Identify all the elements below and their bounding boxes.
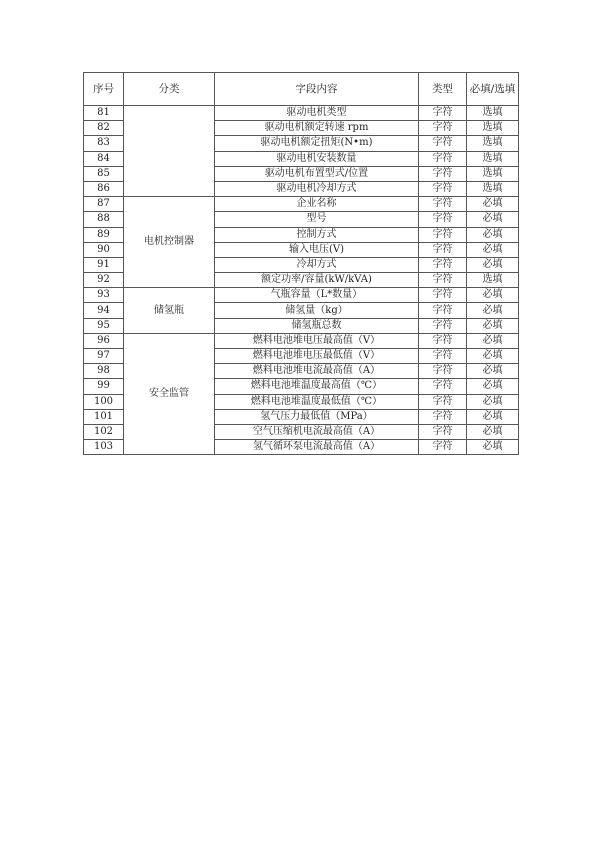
cell-required: 选填 [467,151,519,166]
cell-field: 空气压缩机电流最高值（A） [215,424,419,439]
cell-category: 安全监管 [124,333,215,455]
cell-required: 必填 [467,349,519,364]
table-row [84,288,519,303]
header-row [84,73,519,106]
header-category: 分类 [124,73,215,106]
cell-seq: 95 [84,318,124,333]
cell-field: 驱动电机布置型式/位置 [215,166,419,181]
cell-required: 必填 [467,197,519,212]
cell-type: 字符 [419,440,467,455]
table-header [84,73,519,106]
cell-field: 驱动电机安装数量 [215,151,419,166]
cell-type: 字符 [419,394,467,409]
cell-type: 字符 [419,227,467,242]
cell-type: 字符 [419,364,467,379]
cell-seq: 101 [84,409,124,424]
cell-type: 字符 [419,333,467,348]
cell-seq: 87 [84,197,124,212]
cell-seq: 98 [84,364,124,379]
cell-seq: 90 [84,242,124,257]
cell-type: 字符 [419,257,467,272]
cell-required: 选填 [467,181,519,196]
cell-type: 字符 [419,181,467,196]
table-body [84,106,519,455]
cell-field: 储氢量（kg） [215,303,419,318]
cell-type: 字符 [419,379,467,394]
cell-field: 燃料电池堆温度最低值（℃） [215,394,419,409]
cell-seq: 83 [84,136,124,151]
cell-required: 必填 [467,440,519,455]
cell-type: 字符 [419,166,467,181]
cell-type: 字符 [419,318,467,333]
header-required: 必填/选填 [467,73,519,106]
table-row [84,333,519,348]
cell-required: 必填 [467,288,519,303]
cell-type: 字符 [419,197,467,212]
cell-seq: 100 [84,394,124,409]
cell-seq: 81 [84,106,124,121]
cell-category: 电机控制器 [124,197,215,288]
cell-field: 燃料电池堆电压最高值（V） [215,333,419,348]
cell-required: 必填 [467,424,519,439]
cell-seq: 93 [84,288,124,303]
cell-required: 选填 [467,136,519,151]
cell-type: 字符 [419,106,467,121]
table-row [84,197,519,212]
cell-required: 选填 [467,106,519,121]
cell-seq: 88 [84,212,124,227]
header-seq: 序号 [84,73,124,106]
cell-seq: 97 [84,349,124,364]
cell-field: 冷却方式 [215,257,419,272]
cell-required: 必填 [467,303,519,318]
cell-seq: 96 [84,333,124,348]
cell-field: 企业名称 [215,197,419,212]
cell-required: 必填 [467,212,519,227]
cell-field: 型号 [215,212,419,227]
cell-type: 字符 [419,288,467,303]
cell-required: 必填 [467,318,519,333]
cell-required: 必填 [467,242,519,257]
cell-field: 驱动电机额定扭矩(N•m) [215,136,419,151]
cell-seq: 91 [84,257,124,272]
cell-field: 输入电压(V) [215,242,419,257]
cell-type: 字符 [419,273,467,288]
cell-seq: 92 [84,273,124,288]
cell-required: 必填 [467,394,519,409]
cell-field: 燃料电池堆电压最低值（V） [215,349,419,364]
cell-type: 字符 [419,212,467,227]
cell-field: 驱动电机额定转速 rpm [215,121,419,136]
cell-category: 储氢瓶 [124,288,215,334]
cell-seq: 89 [84,227,124,242]
cell-type: 字符 [419,136,467,151]
cell-seq: 94 [84,303,124,318]
cell-type: 字符 [419,409,467,424]
cell-field: 氢气压力最低值（MPa） [215,409,419,424]
cell-seq: 84 [84,151,124,166]
cell-required: 选填 [467,166,519,181]
cell-field: 控制方式 [215,227,419,242]
cell-required: 必填 [467,379,519,394]
cell-type: 字符 [419,242,467,257]
field-spec-table [83,72,519,455]
cell-field: 气瓶容量（L*数量） [215,288,419,303]
cell-category [124,106,215,197]
cell-required: 必填 [467,333,519,348]
cell-type: 字符 [419,349,467,364]
cell-required: 选填 [467,121,519,136]
cell-seq: 82 [84,121,124,136]
cell-field: 燃料电池堆温度最高值（℃） [215,379,419,394]
cell-field: 驱动电机冷却方式 [215,181,419,196]
cell-type: 字符 [419,424,467,439]
cell-required: 必填 [467,364,519,379]
cell-required: 必填 [467,409,519,424]
cell-field: 储氢瓶总数 [215,318,419,333]
cell-seq: 103 [84,440,124,455]
cell-type: 字符 [419,121,467,136]
cell-seq: 86 [84,181,124,196]
cell-required: 必填 [467,257,519,272]
cell-seq: 102 [84,424,124,439]
cell-seq: 85 [84,166,124,181]
cell-type: 字符 [419,151,467,166]
table-row [84,106,519,121]
cell-required: 必填 [467,227,519,242]
cell-field: 氢气循环泵电流最高值（A） [215,440,419,455]
header-field: 字段内容 [215,73,419,106]
cell-seq: 99 [84,379,124,394]
cell-field: 额定功率/容量(kW/kVA) [215,273,419,288]
cell-type: 字符 [419,303,467,318]
cell-field: 驱动电机类型 [215,106,419,121]
cell-field: 燃料电池堆电流最高值（A） [215,364,419,379]
cell-required: 选填 [467,273,519,288]
header-type: 类型 [419,73,467,106]
